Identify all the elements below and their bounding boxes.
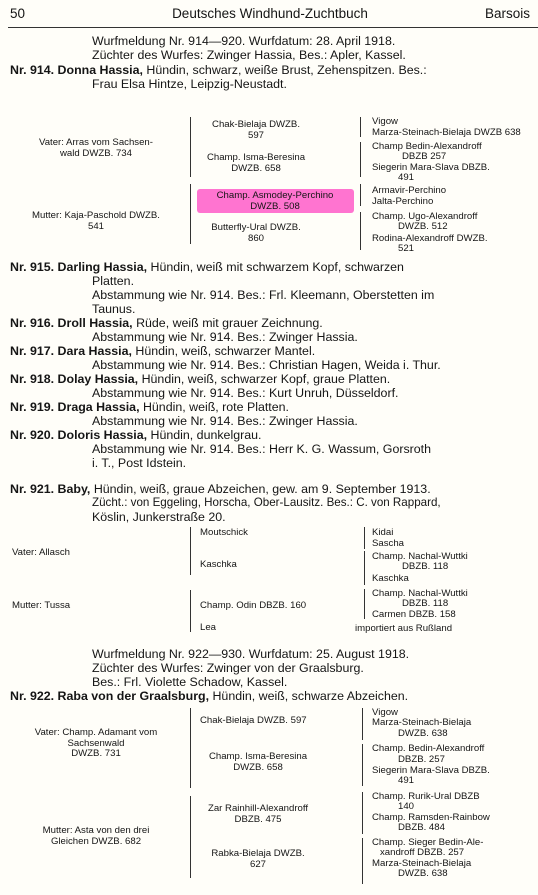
grandparent: [196, 804, 320, 825]
entry-text: Abstammung wie Nr. 914. Bes.: Zwinger Hassia.: [92, 330, 358, 344]
pedigree-brace: [360, 117, 361, 137]
section-label: Barsois: [484, 6, 530, 21]
grandparent-line: Champ. Isma-Beresina: [206, 152, 306, 163]
grandparent-line: 597: [247, 129, 264, 141]
grandparent-line: Champ. Isma-Beresina: [208, 751, 308, 762]
entry-text: Abstammung wie Nr. 914. Bes.: Zwinger Hassia.: [92, 414, 358, 428]
grandparent: [196, 849, 320, 870]
sire-line: Vater: Champ. Adamant vom: [34, 727, 158, 738]
great-grandparent-reg: DBZB 257: [402, 151, 447, 162]
great-grandparent: Marza-Steinach-Bielaja: [372, 717, 472, 728]
entry-number: Nr. 916.: [10, 316, 55, 330]
great-grandparent: Champ. Nachal-Wuttki: [372, 588, 468, 599]
pedigree-brace: [190, 117, 191, 177]
litter-report: Wurfmeldung Nr. 914—920. Wurfdatum: 28. April 1918.: [92, 34, 396, 48]
dog-description: Hündin, schwarz, weiße Brust, Zehenspitzen. Bes.:: [146, 63, 427, 77]
running-header: [10, 6, 530, 26]
sire-line: Vater: Arras vom Sachsen-: [39, 137, 153, 148]
header-rule: [8, 27, 538, 28]
great-grandparent-reg: xandroff DBZB. 257: [380, 847, 465, 858]
dog-name: Darling Hassia,: [57, 260, 148, 274]
grandparent-line: Butterfly-Ural DWZB.: [211, 222, 301, 233]
great-grandparent: Champ. Ugo-Alexandroff: [372, 211, 478, 222]
great-grandparent-reg: DBZB. 118: [402, 561, 449, 572]
great-grandparent: Champ. Bedin-Alexandroff: [372, 743, 485, 754]
dog-description: Hündin, weiß, schwarze Abzeichen.: [212, 689, 409, 703]
pedigree-brace: [362, 838, 363, 884]
great-grandparent: Vigow: [372, 116, 398, 127]
litter-breeder: Züchter des Wurfes: Zwinger von der Graalsburg.: [92, 661, 364, 675]
grandparent-line: Zar Rainhill-Alexandroff: [207, 803, 309, 814]
dam-line: Mutter: Kaja-Paschold DWZB.: [32, 210, 160, 221]
great-grandparent-reg: DWZB. 638: [398, 728, 448, 739]
dam: Mutter: Tussa: [12, 600, 71, 611]
entry-text: Köslin, Junkerstraße 20.: [92, 510, 226, 524]
sire: Vater: Allasch: [12, 547, 70, 558]
entry-919: [10, 400, 289, 414]
pedigree-brace: [190, 590, 191, 632]
dog-name: Baby,: [57, 482, 91, 496]
grandparent-line: 627: [249, 858, 266, 870]
grandparent: [196, 120, 316, 141]
dog-name: Dolay Hassia,: [57, 372, 139, 386]
great-grandparent: Siegerin Mara-Slava DBZB.: [372, 765, 490, 776]
dam: [6, 826, 186, 847]
pedigree-brace: [360, 212, 361, 250]
entry-text: Platten.: [92, 274, 135, 288]
grandparent: [196, 153, 316, 174]
dog-description: Hündin, weiß, schwarzer Kopf, graue Platten.: [141, 372, 391, 386]
great-grandparent: Marza-Steinach-Bielaja DWZB 638: [372, 127, 521, 138]
pedigree-brace: [190, 184, 191, 244]
great-grandparent-reg: 140: [398, 801, 415, 812]
entry-number: Nr. 914.: [10, 63, 55, 77]
dog-name: Doloris Hassia,: [57, 428, 148, 442]
grandparent-line: Rabka-Bielaja DWZB.: [211, 848, 305, 859]
great-grandparent: Rodina-Alexandroff DWZB.: [372, 233, 488, 244]
litter-report: Wurfmeldung Nr. 922—930. Wurfdatum: 25. August 1918.: [92, 647, 410, 661]
entry-918: [10, 372, 390, 386]
great-grandparent-reg: 521: [398, 243, 415, 254]
sire-line: Sachsenwald: [67, 737, 125, 749]
dog-description: Hündin, weiß mit schwarzem Kopf, schwarzen: [150, 260, 404, 274]
entry-text: Abstammung wie Nr. 914. Bes.: Christian Hagen, Weida i. Thur.: [92, 358, 441, 372]
great-grandparent: Jalta-Perchino: [372, 196, 434, 207]
page-title: Deutsches Windhund-Zuchtbuch: [172, 6, 368, 21]
grandparent-line: DWZB. 508: [250, 200, 300, 212]
pedigree-brace: [362, 708, 363, 740]
dam-line: Gleichen DWZB. 682: [50, 835, 142, 847]
pedigree-brace: [360, 142, 361, 177]
great-grandparent-reg: DBZB. 484: [398, 822, 445, 833]
dam-line: 541: [87, 220, 104, 232]
entry-owner: Frau Elsa Hintze, Leipzig-Neustadt.: [92, 77, 287, 91]
dog-name: Raba von der Graalsburg,: [57, 689, 210, 703]
great-grandparent: Champ. Nachal-Wuttki: [372, 551, 468, 562]
entry-number: Nr. 917.: [10, 344, 55, 358]
sire: [6, 728, 186, 760]
dog-description: Rüde, weiß mit grauer Zeichnung.: [136, 316, 323, 330]
litter-breeder: Züchter des Wurfes: Zwinger Hassia, Bes.: Apler, Kassel.: [92, 48, 406, 62]
entry-text: Abstammung wie Nr. 914. Bes.: Kurt Unruh, Düsseldorf.: [92, 386, 399, 400]
great-grandparent: Champ. Ramsden-Rainbow: [372, 812, 490, 823]
entry-915: [10, 260, 404, 274]
dog-name: Draga Hassia,: [57, 400, 140, 414]
litter-owner: Bes.: Frl. Violette Schadow, Kassel.: [92, 675, 288, 689]
great-grandparent: Kidai: [372, 527, 394, 538]
sire: [8, 138, 184, 159]
grandparent: Moutschick: [200, 527, 248, 538]
grandparent-line: Champ. Asmodey-Perchino: [216, 190, 334, 201]
entry-922: [10, 689, 408, 703]
entry-number: Nr. 919.: [10, 400, 55, 414]
great-grandparent-reg: DBZB. 257: [398, 754, 445, 765]
entry-number: Nr. 915.: [10, 260, 55, 274]
great-grandparent-reg: 491: [398, 775, 415, 786]
dog-name: Droll Hassia,: [57, 316, 133, 330]
grandparent-line: DWZB. 658: [231, 162, 281, 174]
grandparent-highlighted: [196, 191, 354, 212]
pedigree-brace: [190, 708, 191, 788]
great-grandparent-reg: DWZB. 638: [398, 868, 448, 879]
entry-text: Abstammung wie Nr. 914. Bes.: Herr K. G. Wassum, Gorsroth: [92, 442, 432, 456]
grandparent-line: Chak-Bielaja DWZB.: [212, 119, 300, 130]
pedigree-brace: [360, 184, 361, 206]
great-grandparent: Carmen DBZB. 158: [372, 609, 456, 620]
pedigree-brace: [190, 527, 191, 575]
grandparent: Chak-Bielaja DWZB. 597: [200, 715, 307, 726]
import-note: importiert aus Rußland: [355, 623, 453, 634]
entry-number: Nr. 918.: [10, 372, 55, 386]
dog-name: Donna Hassia,: [57, 63, 143, 77]
pedigree-brace: [362, 744, 363, 786]
grandparent-line: DWZB. 658: [233, 761, 283, 773]
great-grandparent: Champ. Rurik-Ural DBZB: [372, 791, 480, 802]
great-grandparent: Vigow: [372, 707, 398, 718]
grandparent-line: 860: [247, 232, 264, 244]
sire-line: DWZB. 731: [71, 748, 121, 759]
pedigree-brace: [190, 796, 191, 878]
grandparent: Champ. Odin DBZB. 160: [200, 600, 307, 611]
dog-description: Hündin, dunkelgrau.: [150, 428, 262, 442]
pedigree-brace: [364, 589, 365, 619]
grandparent: [196, 752, 320, 773]
grandparent: Lea: [200, 622, 217, 633]
sire-line: wald DWZB. 734: [60, 147, 132, 159]
dam: [6, 211, 186, 232]
entry-916: [10, 316, 323, 330]
entry-number: Nr. 920.: [10, 428, 55, 442]
entry-920: [10, 428, 261, 442]
grandparent: [196, 223, 316, 244]
great-grandparent: Champ Bedin-Alexandroff: [372, 141, 482, 152]
dam-line: Mutter: Asta von den drei: [42, 825, 150, 836]
entry-917: [10, 344, 315, 358]
dog-description: Hündin, weiß, rote Platten.: [142, 400, 289, 414]
entry-text: Zücht.: von Eggeling, Horscha, Ober-Lausitz. Bes.: C. von Rappard,: [92, 496, 441, 509]
great-grandparent-reg: 491: [398, 172, 415, 183]
dog-description: Hündin, weiß, graue Abzeichen, gew. am 9. September 1913.: [93, 482, 431, 496]
great-grandparent: Siegerin Mara-Slava DBZB.: [372, 162, 490, 173]
entry-914: [10, 63, 427, 77]
great-grandparent: Armavir-Perchino: [372, 185, 447, 196]
dog-name: Dara Hassia,: [57, 344, 132, 358]
great-grandparent-reg: DWZB. 512: [398, 221, 448, 232]
entry-text: Taunus.: [92, 302, 136, 316]
great-grandparent-reg: DBZB. 118: [402, 598, 449, 609]
pedigree-brace: [362, 792, 363, 834]
great-grandparent: Champ. Sieger Bedin-Ale-: [372, 837, 484, 848]
entry-text: i. T., Post Idstein.: [92, 456, 187, 470]
page-number: 50: [10, 6, 26, 21]
great-grandparent: Kaschka: [372, 573, 409, 584]
pedigree-brace: [364, 527, 365, 549]
pedigree-brace: [364, 551, 365, 585]
grandparent-line: DBZB. 475: [234, 813, 282, 825]
entry-921: [10, 482, 431, 496]
entry-text: Abstammung wie Nr. 914. Bes.: Frl. Kleemann, Oberstetten im: [92, 288, 435, 302]
great-grandparent: Sascha: [372, 538, 404, 549]
entry-number: Nr. 921.: [10, 482, 55, 496]
great-grandparent: Marza-Steinach-Bielaja: [372, 858, 472, 869]
dog-description: Hündin, weiß, schwarzer Mantel.: [135, 344, 316, 358]
grandparent: Kaschka: [200, 559, 237, 570]
entry-number: Nr. 922.: [10, 689, 55, 703]
